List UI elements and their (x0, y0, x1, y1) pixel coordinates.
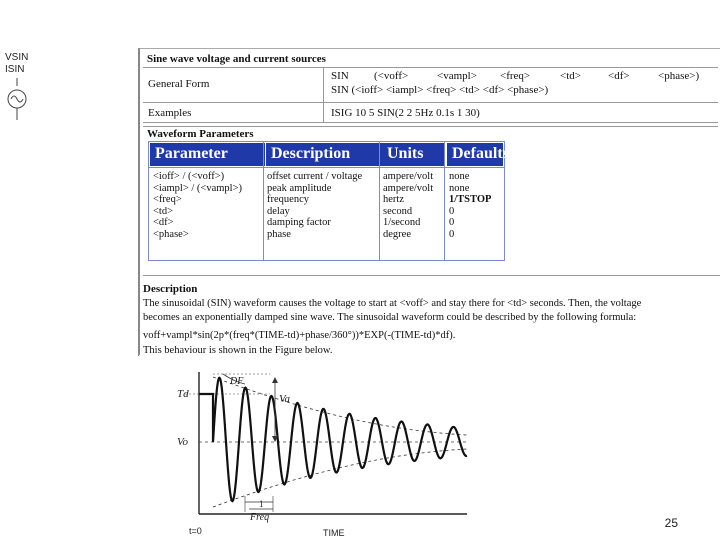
source-symbol-strip (0, 50, 35, 355)
symbol-label-vsin: VSIN (5, 52, 29, 63)
table-cell: ampere/volt (383, 182, 434, 194)
table-header-units: Units (382, 143, 444, 166)
table-cell: <ioff> / (<voff>) (153, 171, 225, 182)
parameter-table (148, 141, 509, 261)
table-cell: 0 (449, 217, 455, 229)
time-axis-label: TIME (323, 528, 345, 538)
table-cell: 1/second (383, 217, 421, 229)
table-cell: hertz (383, 194, 404, 206)
vo-label: Vo (177, 436, 188, 448)
column-divider (444, 142, 445, 260)
divider (323, 102, 324, 122)
description-title: Description (143, 283, 198, 295)
damped-sine-wave (199, 378, 467, 501)
general-form-line2: SIN (<ioff> <iampl> <freq> <td> <df> <phase>) (331, 84, 549, 96)
column-divider (263, 142, 264, 260)
column-divider (379, 142, 380, 260)
table-header-defaults: Defaults (447, 143, 503, 166)
table-cell: second (383, 205, 413, 217)
description-line-1: The sinusoidal (SIN) waveform causes the voltage to start at <voff> and stay there for <td> seconds. Then, the voltage (143, 298, 642, 309)
divider (143, 126, 718, 127)
general-form-voff: (<voff> (374, 70, 409, 82)
t0-label: t=0 (189, 526, 202, 536)
table-cell: delay (267, 205, 290, 217)
sine-source-icon (4, 78, 30, 120)
divider (143, 122, 718, 123)
damped-sine-figure (175, 362, 495, 540)
table-cell: phase (267, 228, 291, 240)
general-form-label: General Form (148, 78, 210, 90)
va-label: Va (279, 393, 290, 405)
column-parameter (153, 171, 242, 241)
column-units (383, 171, 433, 241)
freq-numerator: 1 (259, 499, 264, 509)
table-cell: <iampl> / (<vampl>) (153, 182, 243, 194)
examples-label: Examples (148, 107, 192, 119)
page-number: 25 (664, 516, 678, 530)
description-formula: voff+vampl*sin(2p*(freq*(TIME-td)+phase/360°))*EXP(-(TIME-td)*df). (143, 330, 456, 341)
doc-title: Sine wave voltage and current sources (147, 53, 326, 65)
table-cell: degree (383, 228, 411, 240)
table-cell: 1/TSTOP (449, 194, 492, 206)
table-cell: 0 (449, 228, 455, 240)
general-form-td: <td> (560, 70, 581, 82)
general-form-vampl: <vampl> (437, 70, 477, 82)
freq-denominator: Freq (250, 512, 270, 523)
table-cell: peak amplitude (267, 182, 332, 194)
general-form-df: <df> (608, 70, 630, 82)
column-defaults (449, 171, 491, 241)
td-label: Td (177, 388, 189, 400)
general-form-sin: SIN (331, 70, 349, 82)
table-cell: <df> (153, 217, 174, 229)
table-cell: none (449, 171, 470, 182)
header-divider (149, 167, 504, 168)
description-line-4: This behaviour is shown in the Figure below. (143, 345, 333, 356)
table-cell: none (449, 182, 470, 194)
df-label: DF (230, 376, 244, 387)
divider (143, 102, 718, 103)
table-header-description: Description (266, 143, 384, 166)
general-form-freq: <freq> (500, 70, 531, 82)
table-cell: 0 (449, 205, 455, 217)
table-cell: <phase> (153, 228, 189, 240)
general-form-phase: <phase>) (658, 70, 700, 82)
table-cell: offset current / voltage (267, 171, 363, 182)
table-cell: ampere/volt (383, 171, 434, 182)
examples-value: ISIG 10 5 SIN(2 2 5Hz 0.1s 1 30) (331, 107, 480, 119)
table-header-parameter: Parameter (150, 143, 265, 166)
document-panel (139, 48, 720, 355)
table-cell: <freq> (153, 194, 182, 206)
column-description (267, 171, 362, 241)
table-cell: frequency (267, 194, 309, 206)
divider (143, 67, 718, 68)
table-cell: <td> (153, 205, 174, 217)
damped-sine-plot (175, 362, 495, 540)
waveform-parameters-title: Waveform Parameters (147, 128, 254, 140)
symbol-label-isin: ISIN (5, 64, 25, 75)
description-line-2: becomes an exponentially damped sine wave. The sinusoidal waveform could be described by the following formula: (143, 312, 637, 323)
divider (323, 67, 324, 102)
divider (143, 275, 720, 276)
table-cell: damping factor (267, 217, 331, 229)
